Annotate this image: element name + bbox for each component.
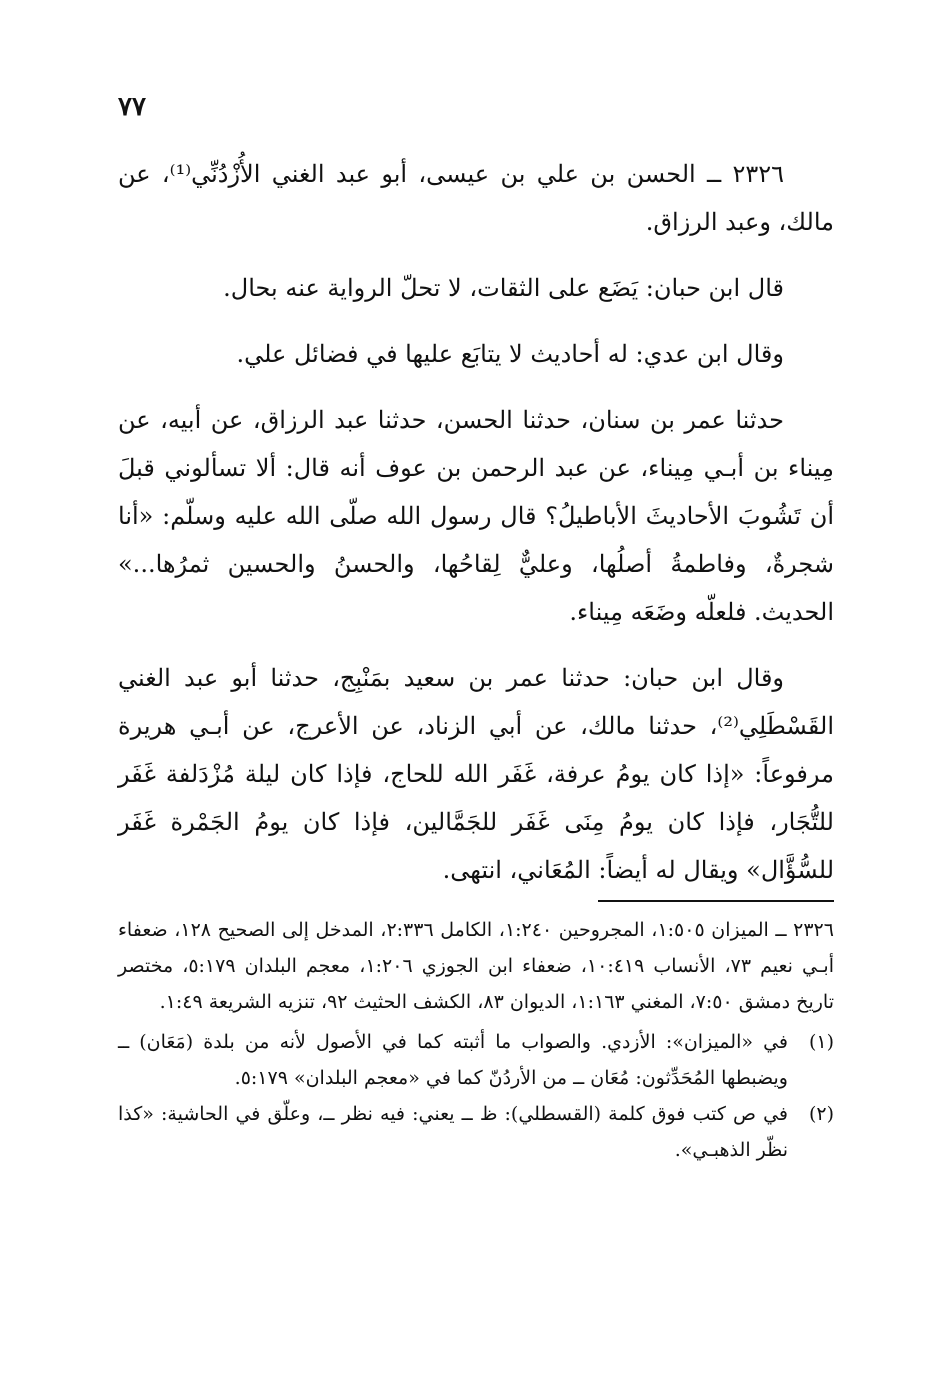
footnote-2-text: في ص كتب فوق كلمة (القسطلي): ظ ــ يعني: فيه نظر ــ، وعلّق في الحاشية: «كذا نظّر الذهبـي». [118, 1103, 788, 1161]
paragraph-ibn-hibban: قال ابن حبان: يَضَع على الثقات، لا تحلّ الرواية عنه بحال. [223, 274, 784, 302]
paragraph-hadith-arafa: وقال ابن حبان: حدثنا عمر بن سعيد بمَنْبِج، حدثنا أبو عبد الغني القَسْطَلِي⁽²⁾، حدثنا مالك، عن أبي الزناد، عن الأعرج، عن أبـي هريرة مرفوعاً: «إذا كان يومُ عرفة، غَفَر الله للحاج، فإذا كان ليلة مُزْدَلفة غَفَر للتُّجَار، فإذا كان يومُ مِنَى غَفَر للجَمَّالين، فإذا كان يومُ الجَمْرة غَفَر للسُّؤَّال» ويقال له أيضاً: المُعَاني، انتهى. [118, 664, 834, 884]
paragraph-ibn-adi: وقال ابن عدي: له أحاديث لا يتابَع عليها في فضائل علي. [236, 340, 784, 368]
footnote-2 [118, 1096, 834, 1168]
footnote-2-mark: (٢) [808, 1103, 834, 1125]
entry-heading: ٢٣٢٦ ــ الحسن بن علي بن عيسى، أبو عبد الغني الأُزْدُنِّي⁽¹⁾، عن مالك، وعبد الرزاق. [118, 160, 834, 236]
footnote-1-text: في «الميزان»: الأزدي. والصواب ما أثبته كما في الأصول لأنه من بلدة (مَعَان) ــ ويضبطها المُحَدِّثون: مُعَان ــ من الأردُنّ كما في «معجم البلدان» ٥:١٧٩. [118, 1031, 788, 1089]
footnote-1 [118, 1024, 834, 1096]
footnote-1-mark: (١) [808, 1031, 834, 1053]
footnote-divider [598, 900, 834, 902]
page-number: ٧٧ [118, 92, 146, 122]
paragraph-hadith-tree: حدثنا عمر بن سنان، حدثنا الحسن، حدثنا عبد الرزاق، عن أبيه، عن مِيناء بن أبـي مِيناء، عن عبد الرحمن بن عوف أنه قال: ألا تسألوني قبلَ أن تَشُوبَ الأحاديثَ الأباطيلُ؟ قال رسول الله صلّى الله عليه وسلّم: «أنا شجرةٌ، وفاطمةُ أصلُها، وعليٌّ لِقاحُها، والحسنُ والحسين ثمرُها...» الحديث. فلعلّه وضَعَه مِيناء. [118, 406, 834, 626]
main-text [118, 150, 834, 912]
footnotes [118, 912, 834, 1168]
footnote-sources: ٢٣٢٦ ــ الميزان ١:٥٠٥، المجروحين ١:٢٤٠، الكامل ٢:٣٣٦، المدخل إلى الصحيح ١٢٨، ضعفاء أبـي نعيم ٧٣، الأنساب ١٠:٤١٩، ضعفاء ابن الجوزي ١:٢٠٦، معجم البلدان ٥:١٧٩، مختصر تاريخ دمشق ٧:٥٠، المغني ١:١٦٣، الديوان ٨٣، الكشف الحثيث ٩٢، تنزيه الشريعة ١:٤٩. [118, 919, 834, 1013]
